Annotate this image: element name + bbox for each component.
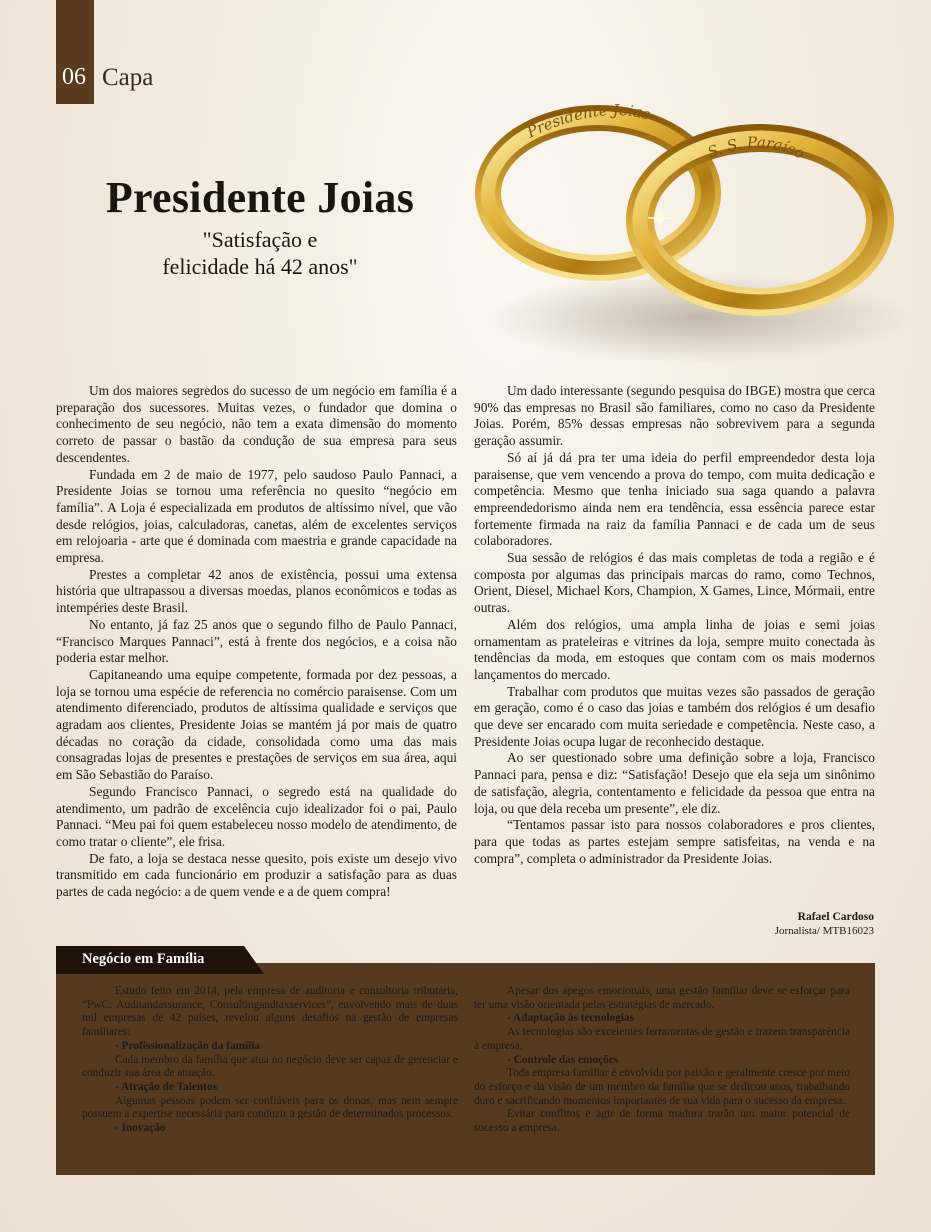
section-label: Capa xyxy=(102,64,154,91)
box-subheading: - Adaptação às tecnologias xyxy=(507,1012,635,1025)
paragraph: Um dado interessante (segundo pesquisa do IBGE) mostra que cerca 90% das empresas no Brasil são familiares, como no caso da Presidente Joias. Porém, 85% dessas empresas não sobrevivem para a segunda geração assumir. xyxy=(474,383,875,449)
author-role: Jornalista/ MTB16023 xyxy=(774,925,874,937)
paragraph: Só aí já dá pra ter uma ideia do perfil empreendedor desta loja paraisense, que vem vencendo a prova do tempo, com muita dedicação e competência. Mesmo que tenha iniciado sua saga quando a palavra empreendedorismo ainda nem era tendência, essa essência parece estar fortemente firmada na raiz da família Pannaci e de cada um de seus colaboradores. xyxy=(474,449,875,549)
box-paragraph: Cada membro da família que atua no negócio deve ser capaz de gerenciar e conduzir sua área de atuação. xyxy=(82,1053,458,1080)
article-column-left xyxy=(56,383,457,901)
box-paragraph: Algumas pessoas podem ser confiáveis para os donos, mas nem sempre possuem a expertise necessária para conduzir a gestão de determinados processos. xyxy=(82,1094,458,1121)
subtitle-line-1: "Satisfação e xyxy=(202,227,318,252)
ring-engraving-1: Presidente Joias xyxy=(524,101,653,142)
ring-engraving-2-path: S. S. Paraíso xyxy=(705,133,808,163)
paragraph: No entanto, já faz 25 anos que o segundo filho de Paulo Pannaci, “Francisco Marques Pannaci”, está à frente dos negócios, e a coisa não poderia estar melhor. xyxy=(56,616,457,666)
paragraph: Ao ser questionado sobre uma definição sobre a loja, Francisco Pannaci para, pensa e diz: “Satisfação! Desejo que ela seja um sinônimo de satisfação, alegria, contentamento e felicidade da pessoa que entra na loja, ou que dela receba um presente”, ele diz. xyxy=(474,750,875,816)
paragraph: Sua sessão de relógios é das mais completas de toda a região e é composta por algumas das principais marcas do ramo, como Technos, Orient, Diesel, Michael Kors, Champion, X Games, Lince, Mórmaii, entre outras. xyxy=(474,550,875,616)
paragraph: Capitaneando uma equipe competente, formada por dez pessoas, a loja se tornou uma espécie de referencia no comércio paraisense. Com um atendimento diferenciado, produtos de altíssima qualidade e serviços que agradam aos clientes, Presidente Joias se mantém já por mais de quatro décadas no coração da cidade, consolidada como uma das mais consagradas lojas de presentes e prestações de serviços em sua área, aqui em São Sebastião do Paraíso. xyxy=(56,666,457,783)
box-subheading: - Profissionalização da família xyxy=(115,1039,261,1052)
author-name: Rafael Cardoso xyxy=(797,911,874,923)
article-subtitle xyxy=(40,226,480,280)
box-paragraph: As tecnologias são excelentes ferramentas de gestão e trazem transparência à empresa. xyxy=(474,1026,850,1052)
paragraph: “Tentamos passar isto para nossos colaboradores e pros clientes, para que todas as partes estejam sempre satisfeitas, na venda e na compra”, completa o administrador da Presidente Joias. xyxy=(474,817,875,866)
sidebar-box-title: Negócio em Família xyxy=(82,951,205,967)
subtitle-line-2: felicidade há 42 anos" xyxy=(162,254,358,279)
box-paragraph: Estudo feito em 2014, pela empresa de auditoria e consultoria tributária, “PwC: Auditandassurance, Consultingandtaxservices”, envolvendo mais de duas mil empresas de 42 países, revelou alguns desafios na gestão de empresas familiares: xyxy=(82,985,458,1039)
wedding-rings-image xyxy=(470,78,910,378)
box-subheading: - Atração de Talentos xyxy=(115,1080,217,1093)
box-paragraph: Toda empresa familiar é envolvida por paixão e geralmente cresce por meio do esforço e da visão de um membro da família que se dedicou anos, trabalhando duro e sacrificando momentos importantes de sua vida para o sucesso da empresa. xyxy=(474,1067,850,1107)
page-number: 06 xyxy=(62,64,86,90)
paragraph: Fundada em 2 de maio de 1977, pelo saudoso Paulo Pannaci, a Presidente Joias se tornou uma referência no quesito “negócio em família”. A Loja é especializada em produtos de altíssimo nível, que vão desde relógios, joias, calculadoras, canetas, além de excelentes serviços em relojoaria - arte que é dominada com maestria e grande capacidade na empresa. xyxy=(56,466,457,566)
paragraph: Segundo Francisco Pannaci, o segredo está na qualidade do atendimento, um padrão de excelência cujo idealizador foi o pai, Paulo Pannaci. “Meu pai foi quem estabeleceu nosso modelo de atendimento, de como tratar o cliente”, ele frisa. xyxy=(56,783,457,849)
box-paragraph: Apesar dos apegos emocionais, uma gestão familiar deve se esforçar para ter uma visão orientada pelas estratégias de mercado. xyxy=(474,985,850,1011)
box-paragraph: Evitar conflitos e agir de forma madura trarão um maior potencial de sucesso a empresa. xyxy=(474,1108,850,1135)
paragraph: Um dos maiores segredos do sucesso de um negócio em família é a preparação dos sucessores. Muitas vezes, o fundador que domina o conhecimento de seu negócio, não tem a exata dimensão do momento correto de passar o bastão da condução de sua empresa para seus descendentes. xyxy=(56,383,457,465)
paragraph: Prestes a completar 42 anos de existência, possui uma extensa história que ultrapassou a diversas moedas, planos econômicos e todas as intempéries deste Brasil. xyxy=(56,566,457,616)
box-subheading: - Inovação xyxy=(115,1122,166,1135)
box-column-left xyxy=(82,985,458,1136)
article-column-right xyxy=(474,383,875,867)
author-credit xyxy=(775,910,874,938)
article-title: Presidente Joias xyxy=(105,173,415,222)
paragraph: De fato, a loja se destaca nesse quesito, pois existe um desejo vivo transmitido em cada funcionário em produzir a satisfação para as duas partes de cada negócio: a de quem vende e a de quem compra! xyxy=(56,850,457,900)
paragraph: Além dos relógios, uma ampla linha de joias e semi joias ornamentam as prateleiras e vitrines da loja, sempre muito conectada às tendências da moda, em estoques que contam com os mais modernos lançamentos do mercado. xyxy=(474,616,875,682)
box-column-right xyxy=(474,985,850,1136)
box-subheading: - Controle das emoções xyxy=(507,1053,619,1066)
paragraph: Trabalhar com produtos que muitas vezes são passados de geração em geração, como é o caso das joias e também dos relógios é um desafio que deve ser encarado com muita seriedade e competência. Neste caso, a Presidente Joias ocupa lugar de reconhecido destaque. xyxy=(474,683,875,749)
